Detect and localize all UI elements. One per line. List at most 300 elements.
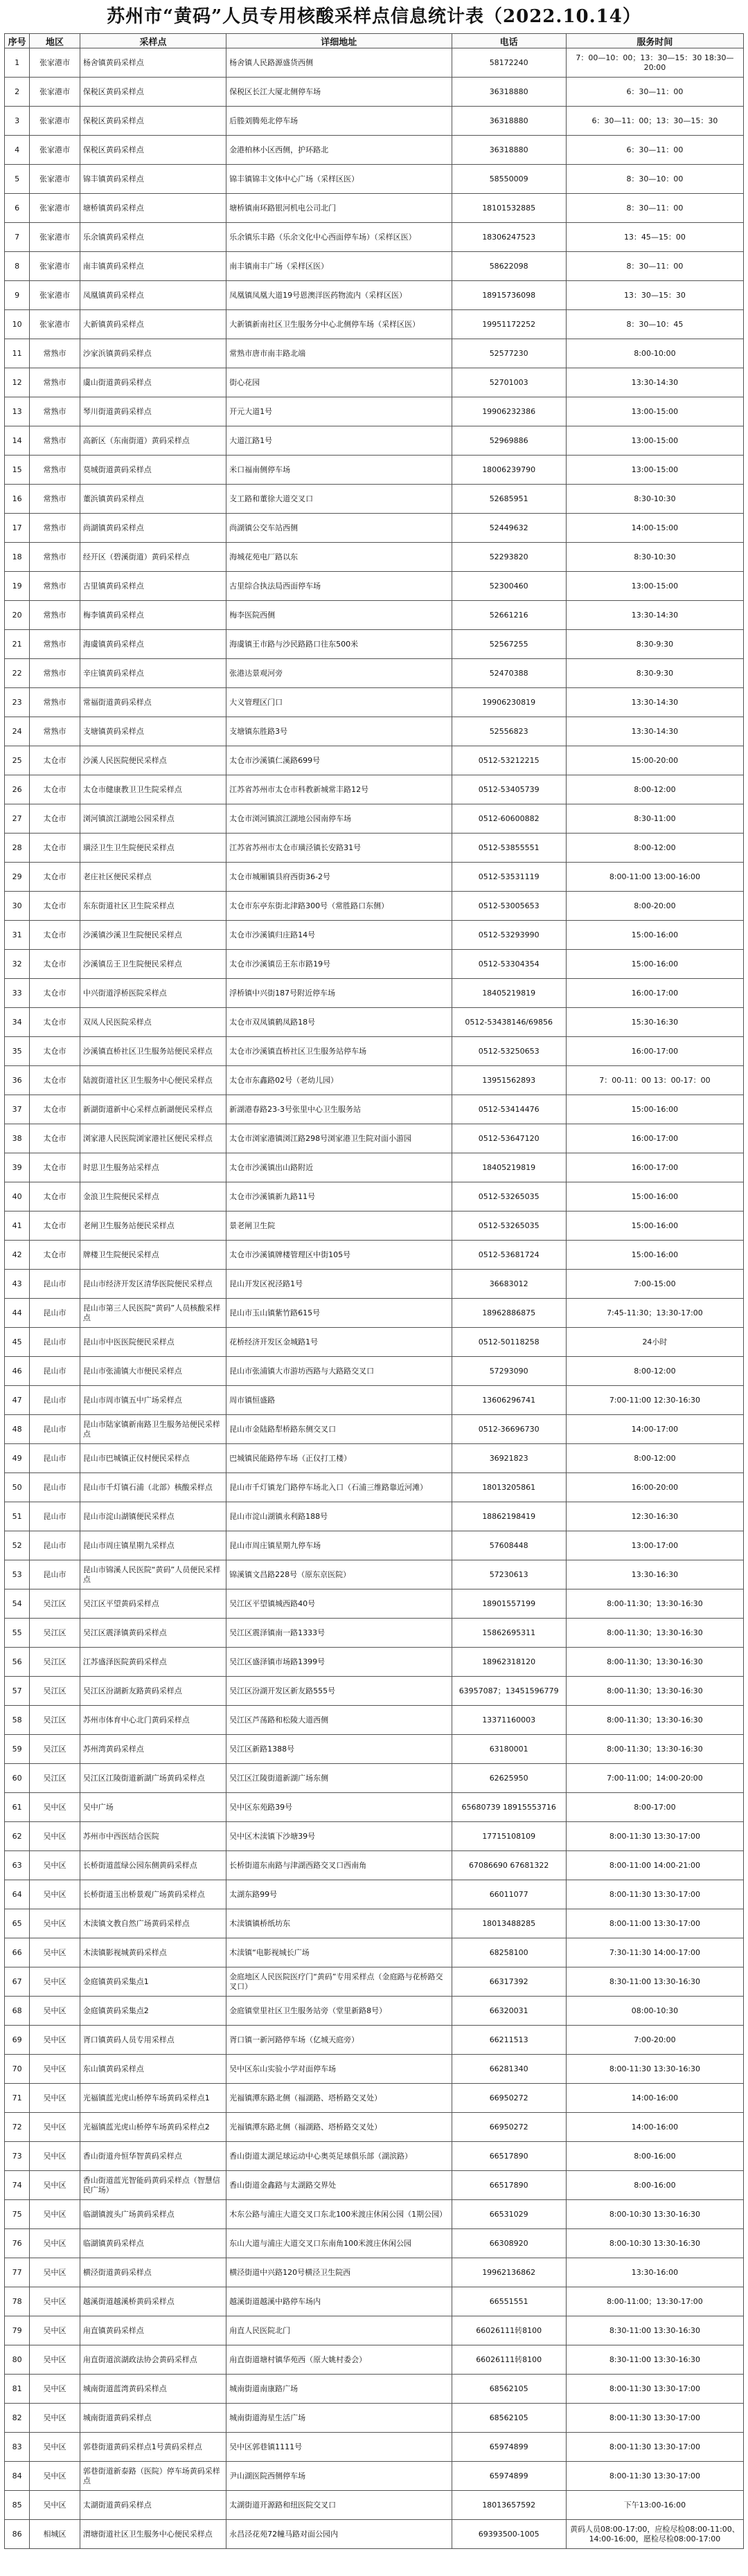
district-cell: 吴中区 <box>30 2113 80 2142</box>
phone-cell: 0512-53265035 <box>452 1182 566 1212</box>
table-row <box>5 1735 744 1764</box>
address-cell: 金港柏林小区西侧，护环路北 <box>226 136 452 165</box>
address-cell: 甪直人民医院北门 <box>226 2316 452 2345</box>
address-cell: 光福镇潭东路北侧（福湖路、塔桥路交叉处） <box>226 2084 452 2113</box>
table-row <box>5 310 744 339</box>
district-cell: 昆山市 <box>30 1270 80 1299</box>
site-name-cell: 沙溪镇岳王卫生院便民采样点 <box>80 950 226 979</box>
service-time-cell: 8:00-11:00 13:00-16:00 <box>566 863 743 892</box>
district-cell: 太仓市 <box>30 921 80 950</box>
phone-cell: 66317392 <box>452 1967 566 1997</box>
district-cell: 太仓市 <box>30 979 80 1008</box>
seq-cell: 27 <box>5 804 30 834</box>
table-row <box>5 1793 744 1822</box>
seq-cell: 36 <box>5 1066 30 1095</box>
district-cell: 太仓市 <box>30 1008 80 1037</box>
service-time-cell: 14:00-16:00 <box>566 2084 743 2113</box>
district-cell: 吴江区 <box>30 1706 80 1735</box>
phone-cell: 66950272 <box>452 2113 566 2142</box>
seq-cell: 34 <box>5 1008 30 1037</box>
site-name-cell: 保税区黄码采样点 <box>80 78 226 107</box>
phone-cell: 68562105 <box>452 2375 566 2404</box>
district-cell: 吴中区 <box>30 2433 80 2462</box>
service-time-cell: 7:00-20:00 <box>566 2026 743 2055</box>
table-row <box>5 2113 744 2142</box>
district-cell: 太仓市 <box>30 1153 80 1182</box>
table-row <box>5 1997 744 2026</box>
phone-cell: 18962886875 <box>452 1299 566 1328</box>
district-cell: 吴中区 <box>30 2055 80 2084</box>
district-cell: 太仓市 <box>30 950 80 979</box>
table-row <box>5 252 744 281</box>
service-time-cell: 12:30-16:30 <box>566 1502 743 1531</box>
table-row <box>5 1589 744 1619</box>
phone-cell: 18405219819 <box>452 1153 566 1182</box>
site-name-cell: 木渎镇文教自然广场黄码采样点 <box>80 1909 226 1938</box>
table-header-row <box>5 34 744 48</box>
address-cell: 太仓市浏河镇滨江湖地公园南停车场 <box>226 804 452 834</box>
site-name-cell: 临湖镇渡头广场黄码采样点 <box>80 2200 226 2229</box>
phone-cell: 18405219819 <box>452 979 566 1008</box>
table-row <box>5 2345 744 2375</box>
table-row <box>5 543 744 572</box>
service-time-cell: 16:00-17:00 <box>566 1124 743 1153</box>
phone-cell: 0512-53647120 <box>452 1124 566 1153</box>
header-address: 详细地址 <box>226 34 452 48</box>
seq-cell: 55 <box>5 1619 30 1648</box>
service-time-cell: 8:30-11:00 13:30-16:30 <box>566 2316 743 2345</box>
table-row <box>5 717 744 746</box>
district-cell: 吴中区 <box>30 1793 80 1822</box>
table-row <box>5 514 744 543</box>
address-cell: 吴江区芦荡路和松陵大道西侧 <box>226 1706 452 1735</box>
phone-cell: 52293820 <box>452 543 566 572</box>
service-time-cell: 6：30—11：00 <box>566 136 743 165</box>
address-cell: 太仓市浏家港镇浏江路298号浏家港卫生院对面小游园 <box>226 1124 452 1153</box>
site-name-cell: 长桥街道玉出桥景观广场黄码采样点 <box>80 1880 226 1909</box>
site-name-cell: 光福镇蓝光虎山桥停车场黄码采样点2 <box>80 2113 226 2142</box>
service-time-cell: 14:00-17:00 <box>566 1415 743 1444</box>
seq-cell: 84 <box>5 2462 30 2491</box>
phone-cell: 18101532885 <box>452 194 566 223</box>
seq-cell: 11 <box>5 339 30 368</box>
district-cell: 吴江区 <box>30 1589 80 1619</box>
seq-cell: 29 <box>5 863 30 892</box>
phone-cell: 67086690 67681322 <box>452 1851 566 1880</box>
district-cell: 常熟市 <box>30 339 80 368</box>
site-name-cell: 保税区黄码采样点 <box>80 136 226 165</box>
service-time-cell: 8:00-20:00 <box>566 892 743 921</box>
site-name-cell: 光福镇蓝光虎山桥停车场黄码采样点1 <box>80 2084 226 2113</box>
seq-cell: 14 <box>5 426 30 456</box>
address-cell: 胥口镇一新河路停车场（亿城天庭旁） <box>226 2026 452 2055</box>
service-time-cell: 7:45-11:30；13:30-17:00 <box>566 1299 743 1328</box>
table-row <box>5 1124 744 1153</box>
seq-cell: 20 <box>5 601 30 630</box>
header-seq: 序号 <box>5 34 30 48</box>
site-name-cell: 双凤人民医院采样点 <box>80 1008 226 1037</box>
table-row <box>5 78 744 107</box>
address-cell: 昆山市淀山湖镇永利路188号 <box>226 1502 452 1531</box>
seq-cell: 41 <box>5 1212 30 1241</box>
seq-cell: 10 <box>5 310 30 339</box>
seq-cell: 19 <box>5 572 30 601</box>
district-cell: 吴中区 <box>30 2316 80 2345</box>
table-row <box>5 950 744 979</box>
address-cell: 太仓市沙溪镇新九路11号 <box>226 1182 452 1212</box>
address-cell: 木渎镇镇桥纸坊东 <box>226 1909 452 1938</box>
site-name-cell: 郭巷街道新泰路（医院）停车场黄码采样点 <box>80 2462 226 2491</box>
seq-cell: 80 <box>5 2345 30 2375</box>
table-row <box>5 1241 744 1270</box>
table-row <box>5 1502 744 1531</box>
site-name-cell: 昆山市中医医院便民采样点 <box>80 1328 226 1357</box>
service-time-cell: 7:00-11:00 12:30-16:30 <box>566 1386 743 1415</box>
district-cell: 张家港市 <box>30 78 80 107</box>
phone-cell: 0512-53681724 <box>452 1241 566 1270</box>
service-time-cell: 8:30-9:30 <box>566 630 743 659</box>
address-cell: 香山街道金鑫路与太湖路交界处 <box>226 2171 452 2200</box>
table-row <box>5 2520 744 2549</box>
district-cell: 张家港市 <box>30 165 80 194</box>
seq-cell: 22 <box>5 659 30 688</box>
table-row <box>5 1880 744 1909</box>
district-cell: 常熟市 <box>30 368 80 397</box>
address-cell: 大道江路1号 <box>226 426 452 456</box>
district-cell: 太仓市 <box>30 1182 80 1212</box>
seq-cell: 28 <box>5 834 30 863</box>
service-time-cell: 8:00-11:00 14:00-21:00 <box>566 1851 743 1880</box>
seq-cell: 12 <box>5 368 30 397</box>
site-name-cell: 常福街道黄码采样点 <box>80 688 226 717</box>
site-name-cell: 吴中广场 <box>80 1793 226 1822</box>
phone-cell: 52685951 <box>452 485 566 514</box>
seq-cell: 8 <box>5 252 30 281</box>
phone-cell: 18013205861 <box>452 1473 566 1502</box>
header-service-time: 服务时间 <box>566 34 743 48</box>
service-time-cell: 13:00-17:00 <box>566 1531 743 1560</box>
district-cell: 吴中区 <box>30 2258 80 2287</box>
district-cell: 常熟市 <box>30 572 80 601</box>
site-name-cell: 甪直镇黄码采样点 <box>80 2316 226 2345</box>
phone-cell: 65974899 <box>452 2462 566 2491</box>
service-time-cell: 16:00-17:00 <box>566 1153 743 1182</box>
address-cell: 保税区长江大厦北侧停车场 <box>226 78 452 107</box>
address-cell: 巴城镇民能路停车场（正仪打工楼） <box>226 1444 452 1473</box>
phone-cell: 36318880 <box>452 107 566 136</box>
seq-cell: 69 <box>5 2026 30 2055</box>
table-row <box>5 2316 744 2345</box>
district-cell: 吴江区 <box>30 1764 80 1793</box>
phone-cell: 65974899 <box>452 2433 566 2462</box>
service-time-cell: 13：30—15：30 <box>566 281 743 310</box>
site-name-cell: 锦丰镇黄码采样点 <box>80 165 226 194</box>
table-row <box>5 1444 744 1473</box>
seq-cell: 9 <box>5 281 30 310</box>
site-name-cell: 昆山市陆家镇新南路卫生服务站便民采样点 <box>80 1415 226 1444</box>
address-cell: 太仓市东鑫路02号（老幼儿园） <box>226 1066 452 1095</box>
service-time-cell: 8:00-11:30；13:30-16:30 <box>566 1589 743 1619</box>
service-time-cell: 8:30-11:00 <box>566 804 743 834</box>
table-row <box>5 834 744 863</box>
district-cell: 太仓市 <box>30 1037 80 1066</box>
district-cell: 吴中区 <box>30 2345 80 2375</box>
service-time-cell: 13:30-16:00 <box>566 2258 743 2287</box>
service-time-cell: 6：30—11：00；13：30—15：30 <box>566 107 743 136</box>
phone-cell: 66281340 <box>452 2055 566 2084</box>
phone-cell: 62625950 <box>452 1764 566 1793</box>
table-row <box>5 2084 744 2113</box>
district-cell: 昆山市 <box>30 1444 80 1473</box>
district-cell: 太仓市 <box>30 1212 80 1241</box>
site-name-cell: 胥口镇黄码人员专用采样点 <box>80 2026 226 2055</box>
seq-cell: 72 <box>5 2113 30 2142</box>
seq-cell: 70 <box>5 2055 30 2084</box>
site-name-cell: 陆渡街道社区卫生服务中心便民采样点 <box>80 1066 226 1095</box>
district-cell: 吴中区 <box>30 2491 80 2520</box>
table-row <box>5 1648 744 1677</box>
service-time-cell: 15:00-20:00 <box>566 746 743 775</box>
service-time-cell: 13:00-15:00 <box>566 572 743 601</box>
site-name-cell: 吴江区江陵街道新湖广场黄码采样点 <box>80 1764 226 1793</box>
district-cell: 吴中区 <box>30 1997 80 2026</box>
service-time-cell: 16:00-17:00 <box>566 979 743 1008</box>
site-name-cell: 老闸卫生服务站便民采样点 <box>80 1212 226 1241</box>
table-row <box>5 1153 744 1182</box>
phone-cell: 36318880 <box>452 78 566 107</box>
phone-cell: 66551551 <box>452 2287 566 2316</box>
service-time-cell: 15:00-16:00 <box>566 921 743 950</box>
phone-cell: 52969886 <box>452 426 566 456</box>
seq-cell: 46 <box>5 1357 30 1386</box>
district-cell: 昆山市 <box>30 1386 80 1415</box>
district-cell: 太仓市 <box>30 1095 80 1124</box>
district-cell: 常熟市 <box>30 717 80 746</box>
district-cell: 常熟市 <box>30 688 80 717</box>
address-cell: 江苏省苏州市太仓市璜泾镇长安路31号 <box>226 834 452 863</box>
site-name-cell: 经开区（碧溪街道）黄码采样点 <box>80 543 226 572</box>
district-cell: 太仓市 <box>30 1066 80 1095</box>
seq-cell: 56 <box>5 1648 30 1677</box>
site-name-cell: 昆山市千灯镇石浦（北部）核酸采样点 <box>80 1473 226 1502</box>
address-cell: 昆山市玉山镇紫竹路615号 <box>226 1299 452 1328</box>
phone-cell: 13951562893 <box>452 1066 566 1095</box>
address-cell: 金庭地区人民医院医疗门“黄码”专用采样点（金庭路与花桥路交叉口） <box>226 1967 452 1997</box>
header-site-name: 采样点 <box>80 34 226 48</box>
service-time-cell: 7:30-11:30 14:00-17:00 <box>566 1938 743 1967</box>
seq-cell: 1 <box>5 48 30 78</box>
table-row <box>5 223 744 252</box>
table-row <box>5 1066 744 1095</box>
phone-cell: 52701003 <box>452 368 566 397</box>
table-row <box>5 136 744 165</box>
phone-cell: 0512-53405739 <box>452 775 566 804</box>
table-row <box>5 1706 744 1735</box>
table-row <box>5 630 744 659</box>
seq-cell: 7 <box>5 223 30 252</box>
site-name-cell: 牌楼卫生院便民采样点 <box>80 1241 226 1270</box>
site-name-cell: 杨舍镇黄码采样点 <box>80 48 226 78</box>
service-time-cell: 8:00-11:30 13:30-17:00 <box>566 2462 743 2491</box>
site-name-cell: 苏州市体育中心北门黄码采样点 <box>80 1706 226 1735</box>
district-cell: 吴中区 <box>30 1938 80 1967</box>
service-time-cell: 8:00-16:00 <box>566 2171 743 2200</box>
table-row <box>5 1037 744 1066</box>
site-name-cell: 昆山市淀山湖镇便民采样点 <box>80 1502 226 1531</box>
seq-cell: 85 <box>5 2491 30 2520</box>
table-row <box>5 1182 744 1212</box>
seq-cell: 3 <box>5 107 30 136</box>
phone-cell: 69393500-1005 <box>452 2520 566 2549</box>
district-cell: 张家港市 <box>30 48 80 78</box>
table-row <box>5 194 744 223</box>
district-cell: 吴中区 <box>30 2026 80 2055</box>
table-row <box>5 2258 744 2287</box>
address-cell: 锦丰镇锦丰文体中心广场（采样区医） <box>226 165 452 194</box>
table-row <box>5 775 744 804</box>
district-cell: 昆山市 <box>30 1502 80 1531</box>
service-time-cell: 13:00-15:00 <box>566 397 743 426</box>
table-row <box>5 2404 744 2433</box>
phone-cell: 66308920 <box>452 2229 566 2258</box>
seq-cell: 26 <box>5 775 30 804</box>
service-time-cell: 8:00-11:00；13:30-17:00 <box>566 2287 743 2316</box>
table-row <box>5 165 744 194</box>
table-row <box>5 921 744 950</box>
district-cell: 吴中区 <box>30 1909 80 1938</box>
district-cell: 张家港市 <box>30 223 80 252</box>
district-cell: 常熟市 <box>30 601 80 630</box>
service-time-cell: 8:00-17:00 <box>566 1793 743 1822</box>
address-cell: 太仓市沙溪镇出山路附近 <box>226 1153 452 1182</box>
seq-cell: 24 <box>5 717 30 746</box>
table-row <box>5 2200 744 2229</box>
table-row <box>5 107 744 136</box>
district-cell: 昆山市 <box>30 1328 80 1357</box>
address-cell: 街心花园 <box>226 368 452 397</box>
site-name-cell: 城南街道蓝湾黄码采样点 <box>80 2375 226 2404</box>
service-time-cell: 8:30-9:30 <box>566 659 743 688</box>
seq-cell: 30 <box>5 892 30 921</box>
site-name-cell: 木渎镇影视城黄码采样点 <box>80 1938 226 1967</box>
table-row <box>5 397 744 426</box>
site-name-cell: 虞山街道黄码采样点 <box>80 368 226 397</box>
district-cell: 太仓市 <box>30 863 80 892</box>
phone-cell: 0512-60600882 <box>452 804 566 834</box>
district-cell: 太仓市 <box>30 775 80 804</box>
service-time-cell: 8:00-11:00 13:30-17:00 <box>566 1909 743 1938</box>
district-cell: 昆山市 <box>30 1531 80 1560</box>
table-row <box>5 1560 744 1589</box>
address-cell: 木渎镇“电影视城长广场 <box>226 1938 452 1967</box>
address-cell: 支塘镇东胜路3号 <box>226 717 452 746</box>
district-cell: 昆山市 <box>30 1299 80 1328</box>
site-name-cell: 江苏盛泽医院黄码采样点 <box>80 1648 226 1677</box>
seq-cell: 64 <box>5 1880 30 1909</box>
phone-cell: 36921823 <box>452 1444 566 1473</box>
address-cell: 张港达景观河旁 <box>226 659 452 688</box>
address-cell: 古里综合执法局西面停车场 <box>226 572 452 601</box>
district-cell: 常熟市 <box>30 485 80 514</box>
service-time-cell: 14:00-15:00 <box>566 514 743 543</box>
service-time-cell: 8:00-11:30；13:30-16:30 <box>566 1619 743 1648</box>
table-row <box>5 1851 744 1880</box>
seq-cell: 59 <box>5 1735 30 1764</box>
phone-cell: 66011077 <box>452 1880 566 1909</box>
site-name-cell: 金庭镇黄码采集点1 <box>80 1967 226 1997</box>
district-cell: 张家港市 <box>30 252 80 281</box>
phone-cell: 66531029 <box>452 2200 566 2229</box>
service-time-cell: 13:30-14:30 <box>566 601 743 630</box>
address-cell: 吴江区汾湖开发区新友路555号 <box>226 1677 452 1706</box>
district-cell: 吴中区 <box>30 2171 80 2200</box>
service-time-cell: 8:00-10:30 13:30-16:30 <box>566 2229 743 2258</box>
service-time-cell: 8:30-11:00 13:30-16:30 <box>566 2345 743 2375</box>
site-name-cell: 沙溪镇沙溪卫生院便民采样点 <box>80 921 226 950</box>
service-time-cell: 7：00—10：00；13：30—15：30 18:30—20:00 <box>566 48 743 78</box>
table-row <box>5 2229 744 2258</box>
table-row <box>5 1967 744 1997</box>
district-cell: 常熟市 <box>30 543 80 572</box>
seq-cell: 65 <box>5 1909 30 1938</box>
site-name-cell: 乐余镇黄码采样点 <box>80 223 226 252</box>
phone-cell: 57608448 <box>452 1531 566 1560</box>
table-row <box>5 1938 744 1967</box>
address-cell: 江苏省苏州市太仓市科教新城常丰路12号 <box>226 775 452 804</box>
phone-cell: 52300460 <box>452 572 566 601</box>
seq-cell: 35 <box>5 1037 30 1066</box>
site-name-cell: 璜泾卫生卫生院便民采样点 <box>80 834 226 863</box>
phone-cell: 0512-50118258 <box>452 1328 566 1357</box>
service-time-cell: 8:00-12:00 <box>566 1444 743 1473</box>
service-time-cell: 8:00-11:30 13:30-17:00 <box>566 2375 743 2404</box>
district-cell: 张家港市 <box>30 194 80 223</box>
seq-cell: 74 <box>5 2171 30 2200</box>
phone-cell: 19951172252 <box>452 310 566 339</box>
phone-cell: 52449632 <box>452 514 566 543</box>
address-cell: 支工路和董徐大道交叉口 <box>226 485 452 514</box>
phone-cell: 19906232386 <box>452 397 566 426</box>
service-time-cell: 8：30—10：45 <box>566 310 743 339</box>
seq-cell: 21 <box>5 630 30 659</box>
table-row <box>5 1270 744 1299</box>
address-cell: 锦溪镇文昌路228号（原东京医院） <box>226 1560 452 1589</box>
table-row <box>5 2462 744 2491</box>
district-cell: 吴中区 <box>30 2375 80 2404</box>
district-cell: 张家港市 <box>30 281 80 310</box>
site-name-cell: 苏州湾黄码采样点 <box>80 1735 226 1764</box>
address-cell: 吴江区平望镇城西路40号 <box>226 1589 452 1619</box>
phone-cell: 0512-53265035 <box>452 1212 566 1241</box>
seq-cell: 47 <box>5 1386 30 1415</box>
seq-cell: 71 <box>5 2084 30 2113</box>
address-cell: 永昌泾花苑72幢马路对面公园内 <box>226 2520 452 2549</box>
site-name-cell: 浏河镇滨江湖地公园采样点 <box>80 804 226 834</box>
phone-cell: 65680739 18915553716 <box>452 1793 566 1822</box>
site-name-cell: 高新区（东南街道）黄码采样点 <box>80 426 226 456</box>
seq-cell: 82 <box>5 2404 30 2433</box>
phone-cell: 58622098 <box>452 252 566 281</box>
phone-cell: 36318880 <box>452 136 566 165</box>
district-cell: 张家港市 <box>30 310 80 339</box>
address-cell: 越溪街道越溪中路停车场内 <box>226 2287 452 2316</box>
table-row <box>5 2171 744 2200</box>
service-time-cell: 8:00-10:00 <box>566 339 743 368</box>
seq-cell: 50 <box>5 1473 30 1502</box>
service-time-cell: 6：30—11：00 <box>566 78 743 107</box>
address-cell: 凤凰镇凤凰大道19号恩澳洋医药物流内（采样区医） <box>226 281 452 310</box>
phone-cell: 68562105 <box>452 2404 566 2433</box>
